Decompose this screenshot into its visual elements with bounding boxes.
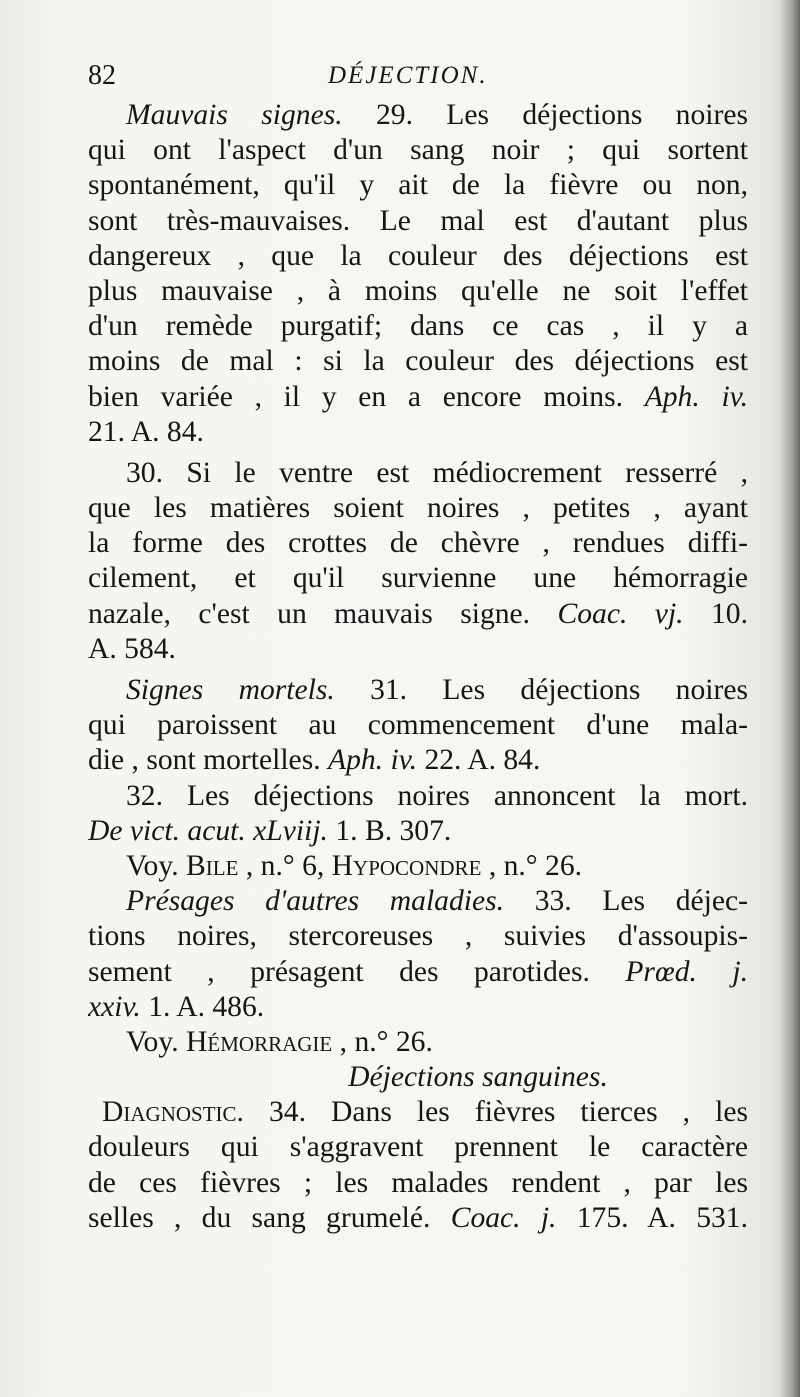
cross-ref-hemorragie: Hémorragie	[186, 1025, 333, 1058]
page-number: 82	[88, 60, 116, 91]
p34-line-2: douleurs qui s'aggravent prennent le caractère	[88, 1131, 748, 1164]
p29-line-4: sont très-mauvaises. Le mal est d'autant plus	[88, 204, 748, 237]
p29-line-6: plus mauvaise , à moins qu'elle ne soit l'effet	[88, 274, 748, 307]
cross-ref-bile: Bile	[186, 849, 239, 882]
p34-line-4: selles , du sang grumelé. Coac. j. 175. A. 531.	[88, 1201, 748, 1234]
p33-line-3: sement , présagent des parotides. Prœd. j.	[88, 955, 748, 988]
p31-line-1: Signes mortels. 31. Les déjections noires	[126, 674, 748, 706]
p30-line-2: que les matières soient noires , petites , ayant	[88, 492, 748, 525]
p34-line-1: Diagnostic. 34. Dans les fièvres tierces , les	[102, 1096, 748, 1129]
p32-line-3: Voy. Bile , n.° 6, Hypocondre , n.° 26.	[126, 849, 583, 882]
reference: Coac. j.	[450, 1201, 557, 1234]
p31-line-3: die , sont mortelles. Aph. iv. 22. A. 84.	[88, 744, 541, 777]
p29-line-7: d'un remède purgatif; dans ce cas , il y a	[88, 310, 748, 343]
p30-line-4: cilement, et qu'il survienne une hémorragie	[88, 562, 748, 595]
subheading: Déjections sanguines.	[348, 1061, 608, 1094]
p30-line-6: A. 584.	[88, 632, 176, 665]
p30-line-1: 30. Si le ventre est médiocrement resserré ,	[126, 456, 748, 489]
p33-line-2: tions noires, stercoreuses , suivies d'assoupis-	[88, 920, 748, 953]
p29-line-10: 21. A. 84.	[88, 415, 204, 448]
p29-line-8: moins de mal : si la couleur des déjections est	[88, 345, 748, 378]
section-label-diagnostic: Diagnostic.	[102, 1096, 244, 1129]
p29-line-5: dangereux , que la couleur des déjections est	[88, 239, 748, 272]
reference: Coac. vj.	[557, 597, 684, 630]
reference: Aph. iv.	[644, 380, 748, 413]
reference: xxiv.	[88, 990, 141, 1023]
p34-line-3: de ces fièvres ; les malades rendent , par les	[88, 1166, 748, 1199]
page-header	[88, 60, 748, 100]
p30-line-3: la forme des crottes de chèvre , rendues diffi-	[88, 527, 748, 560]
cross-ref-hypocondre: Hypocondre	[331, 849, 482, 882]
section-label-presages: Présages d'autres maladies.	[126, 885, 505, 918]
reference: Aph. iv.	[328, 744, 418, 777]
show-through-texture	[110, 1235, 730, 1375]
p29-line-3: spontanément, qu'il y ait de la fièvre ou non,	[88, 169, 748, 202]
p33-line-4: xxiv. 1. A. 486.	[88, 990, 265, 1023]
p32-line-1: 32. Les déjections noires annoncent la mort.	[126, 779, 748, 812]
p29-line-1: Mauvais signes. 29. Les déjections noires	[126, 99, 748, 131]
p32-line-2: De vict. acut. xLviij. 1. B. 307.	[88, 814, 452, 847]
reference: De vict. acut. xLviij.	[88, 814, 328, 847]
section-label-signes-mortels: Signes mortels.	[126, 674, 335, 706]
reference: Prœd. j.	[625, 955, 748, 988]
p29-line-2: qui ont l'aspect d'un sang noir ; qui sortent	[88, 134, 748, 167]
p29-line-9: bien variée , il y en a encore moins. Aph. iv.	[88, 380, 748, 413]
page-edge-shadow	[778, 0, 800, 1397]
p31-line-2: qui paroissent au commencement d'une mala-	[88, 709, 748, 742]
body-text	[88, 98, 748, 1236]
p33-line-5: Voy. Hémorragie , n.° 26.	[126, 1025, 433, 1058]
p30-line-5: nazale, c'est un mauvais signe. Coac. vj. 10.	[88, 597, 748, 630]
running-head: DÉJECTION.	[328, 62, 488, 89]
p33-line-1: Présages d'autres maladies. 33. Les déjec-	[126, 885, 748, 918]
section-label-mauvais-signes: Mauvais signes.	[126, 99, 343, 131]
